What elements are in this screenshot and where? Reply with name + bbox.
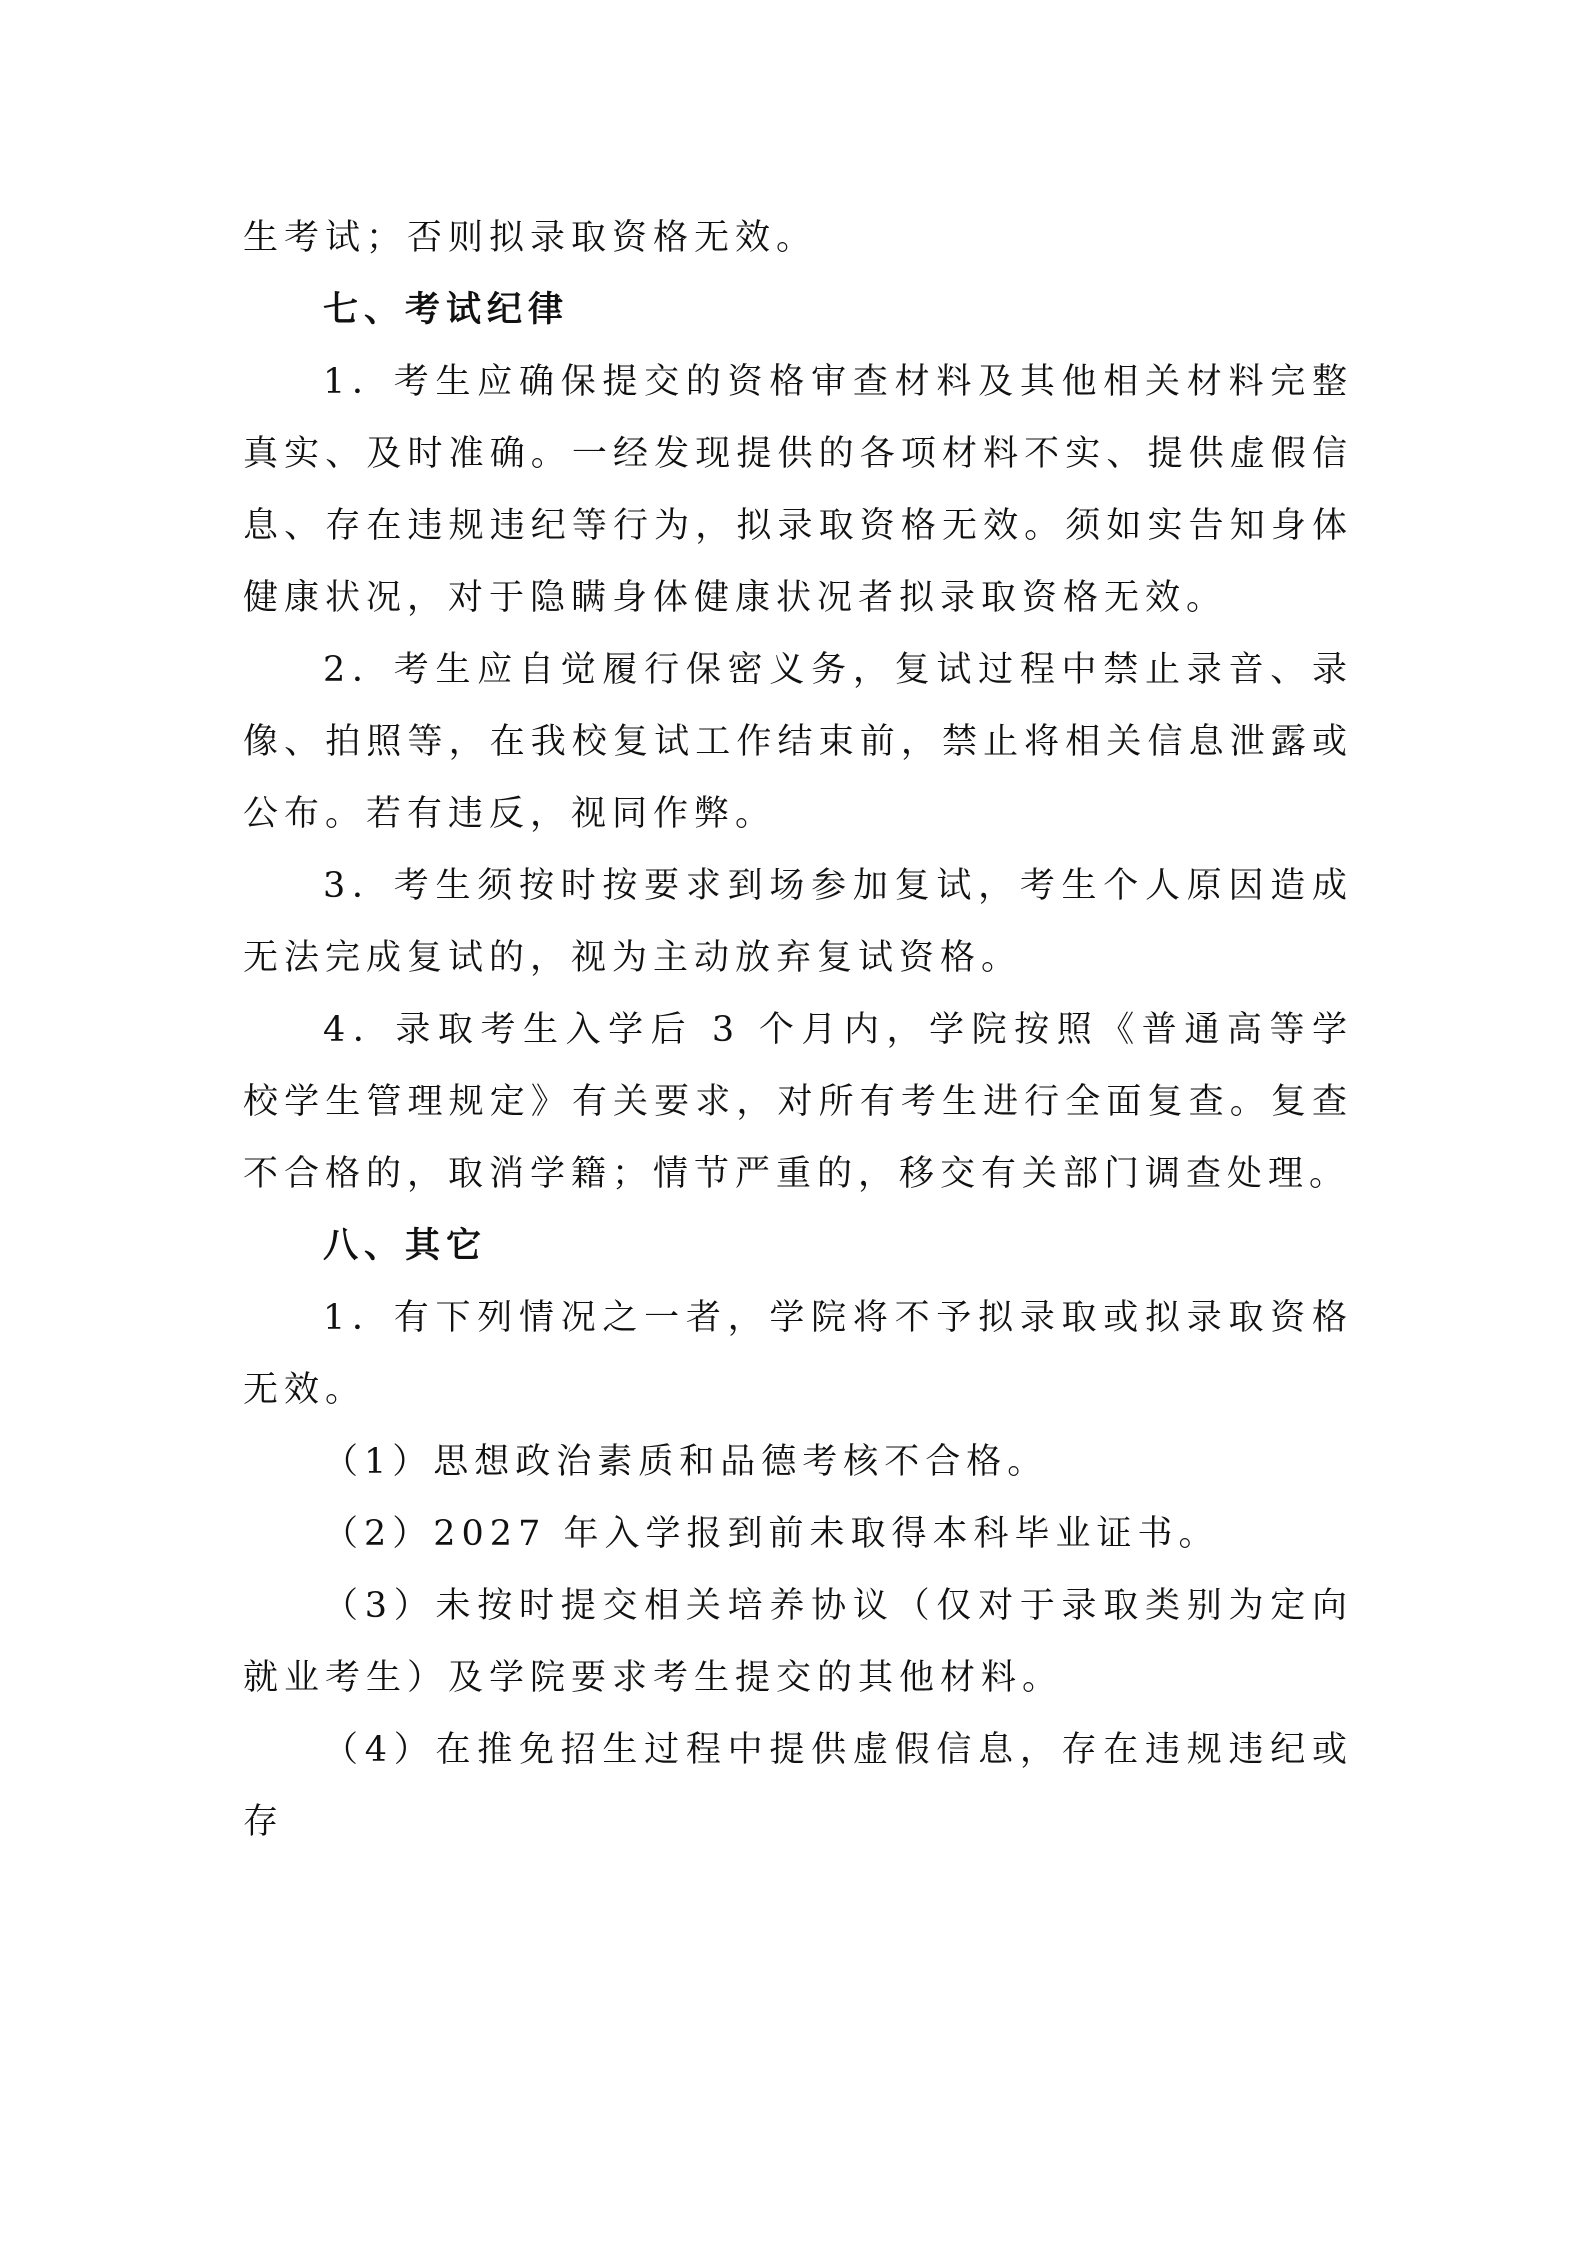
section-heading-others: 八、其它 — [323, 1226, 488, 1266]
paragraph-discipline-2: 2．考生应自觉履行保密义务，复试过程中禁止录音、录像、拍照等，在我校复试工作结束前，禁止将相关信息泄露或公布。若有违反，视同作弊。 — [243, 650, 1353, 834]
list-item-others-1-3: （3）未按时提交相关培养协议（仅对于录取类别为定向就业考生）及学院要求考生提交的其他材料。 — [243, 1586, 1353, 1698]
list-item-others-1-1: （1）思想政治素质和品德考核不合格。 — [323, 1442, 1049, 1482]
paragraph-continuation: 生考试；否则拟录取资格无效。 — [243, 218, 818, 258]
paragraph-discipline-1: 1．考生应确保提交的资格审查材料及其他相关材料完整真实、及时准确。一经发现提供的各项材料不实、提供虚假信息、存在违规违纪等行为，拟录取资格无效。须如实告知身体健康状况，对于隐瞒身体健康状况者拟录取资格无效。 — [243, 362, 1353, 618]
paragraph-others-1: 1．有下列情况之一者，学院将不予拟录取或拟录取资格无效。 — [243, 1298, 1353, 1410]
paragraph-discipline-4: 4．录取考生入学后 3 个月内，学院按照《普通高等学校学生管理规定》有关要求，对所有考生进行全面复查。复查不合格的，取消学籍；情节严重的，移交有关部门调查处理。 — [243, 1010, 1353, 1194]
list-item-others-1-4: （4）在推免招生过程中提供虚假信息，存在违规违纪或存 — [243, 1730, 1353, 1842]
document-body — [243, 202, 1353, 1858]
section-heading-exam-discipline: 七、考试纪律 — [323, 290, 570, 330]
paragraph-discipline-3: 3．考生须按时按要求到场参加复试，考生个人原因造成无法完成复试的，视为主动放弃复试资格。 — [243, 866, 1353, 978]
list-item-others-1-2: （2）2027 年入学报到前未取得本科毕业证书。 — [323, 1514, 1220, 1554]
